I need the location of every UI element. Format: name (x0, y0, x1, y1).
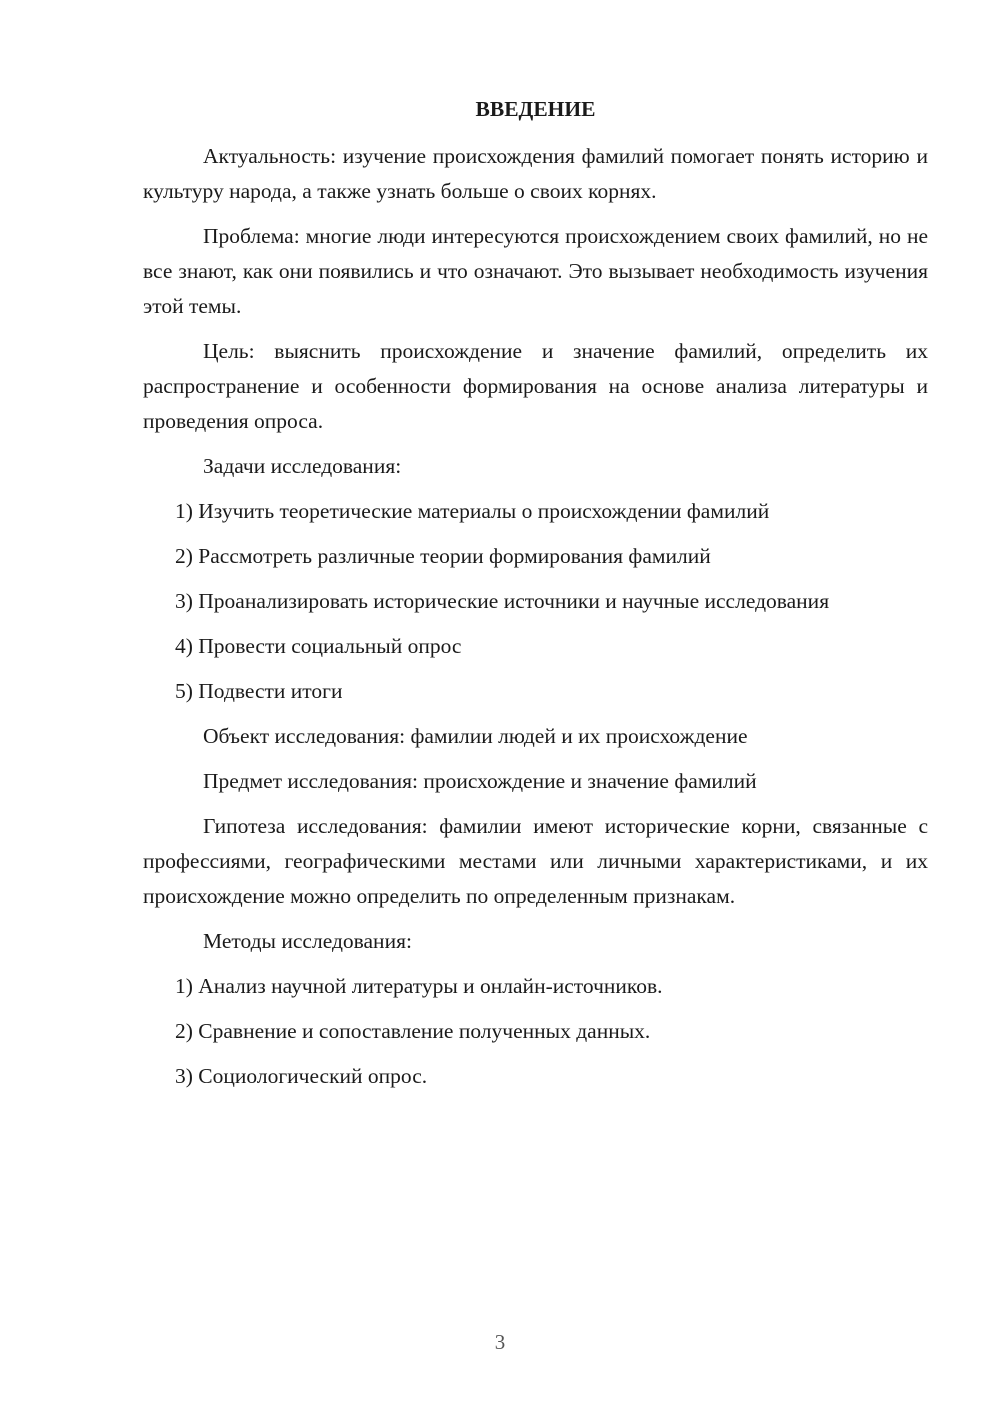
method-item: 1) Анализ научной литературы и онлайн-источников. (175, 974, 663, 998)
method-item: 2) Сравнение и сопоставление полученных данных. (175, 1019, 651, 1043)
page-number: 3 (494, 1330, 506, 1354)
task-item: 2) Рассмотреть различные теории формирования фамилий (175, 544, 711, 568)
paragraph-relevance: Актуальность: изучение происхождения фамилий помогает понять историю и культуру народа, а также узнать больше о своих корнях. (143, 144, 928, 203)
method-item: 3) Социологический опрос. (175, 1064, 428, 1088)
task-item: 4) Провести социальный опрос (175, 634, 462, 658)
section-heading: ВВЕДЕНИЕ (475, 97, 596, 121)
document-page (143, 92, 928, 1104)
paragraph-tasks-title: Задачи исследования: (203, 454, 402, 478)
paragraph-goal: Цель: выяснить происхождение и значение фамилий, определить их распространение и особенности формирования на основе анализа литературы и проведения опроса. (143, 339, 928, 433)
paragraph-hypothesis: Гипотеза исследования: фамилии имеют исторические корни, связанные с профессиями, географическими местами или личными характеристиками, и их происхождение можно определить по определенным признакам. (143, 814, 928, 908)
task-item: 1) Изучить теоретические материалы о происхождении фамилий (175, 499, 770, 523)
paragraph-methods-title: Методы исследования: (203, 929, 412, 953)
paragraph-subject: Предмет исследования: происхождение и значение фамилий (203, 769, 757, 793)
task-item: 3) Проанализировать исторические источники и научные исследования (175, 589, 830, 613)
paragraph-problem: Проблема: многие люди интересуются происхождением своих фамилий, но не все знают, как они появились и что означают. Это вызывает необходимость изучения этой темы. (143, 224, 928, 318)
task-item: 5) Подвести итоги (175, 679, 343, 703)
paragraph-object: Объект исследования: фамилии людей и их происхождение (203, 724, 748, 748)
